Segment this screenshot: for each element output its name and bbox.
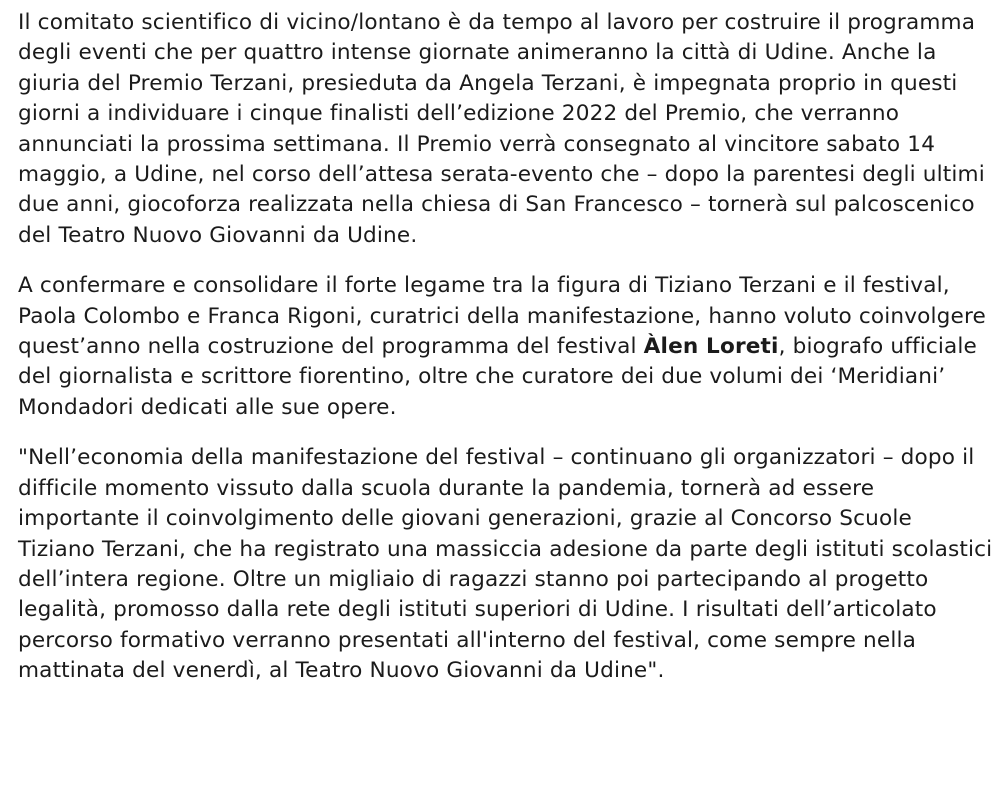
paragraph-3: "Nell’economia della manifestazione del festival – continuano gli organizzatori – dopo il difficile momento vissuto dalla scuola durante la pandemia, tornerà ad essere importante il coinvolgimento delle giovani generazioni, grazie al Concorso Scuole Tiziano Terzani, che ha registrato una massiccia adesione da parte degli istituti scolastici dell’intera regione. Oltre un migliaio di ragazzi stanno poi partecipando al progetto legalità, promosso dalla rete degli istituti superiori di Udine. I risultati dell’articolato percorso formativo verranno presentati all'interno del festival, come sempre nella mattinata del venerdì, al Teatro Nuovo Giovanni da Udine". <box>18 445 993 684</box>
paragraph-1: Il comitato scientifico di vicino/lontano è da tempo al lavoro per costruire il programma degli eventi che per quattro intense giornate animeranno la città di Udine. Anche la giuria del Premio Terzani, presieduta da Angela Terzani, è impegnata proprio in questi giorni a individuare i cinque finalisti dell’edizione 2022 del Premio, che verranno annunciati la prossima settimana. Il Premio verrà consegnato al vincitore sabato 14 maggio, a Udine, nel corso dell’attesa serata-evento che – dopo la parentesi degli ultimi due anni, giocoforza realizzata nella chiesa di San Francesco – tornerà sul palcoscenico del Teatro Nuovo Giovanni da Udine. <box>18 10 985 248</box>
bold-name-alen-loreti: Àlen Loreti <box>643 334 779 360</box>
paragraph-2 <box>18 271 993 423</box>
paragraph-2-rest: , biografo ufficiale del giornalista e scrittore fiorentino, oltre che curatore dei due volumi dei ‘Meridiani’ Mondadori dedicati alle sue opere. <box>18 334 977 420</box>
paragraph-2-intro: A confermare e consolidare il forte legame tra la figura di Tiziano Terzani e il festival, Paola Colombo e Franca Rigoni, curatrici della manifestazione, hanno voluto coinvolgere quest’anno nella costruzione del programma del festival <box>18 273 986 360</box>
article-body <box>18 8 993 707</box>
